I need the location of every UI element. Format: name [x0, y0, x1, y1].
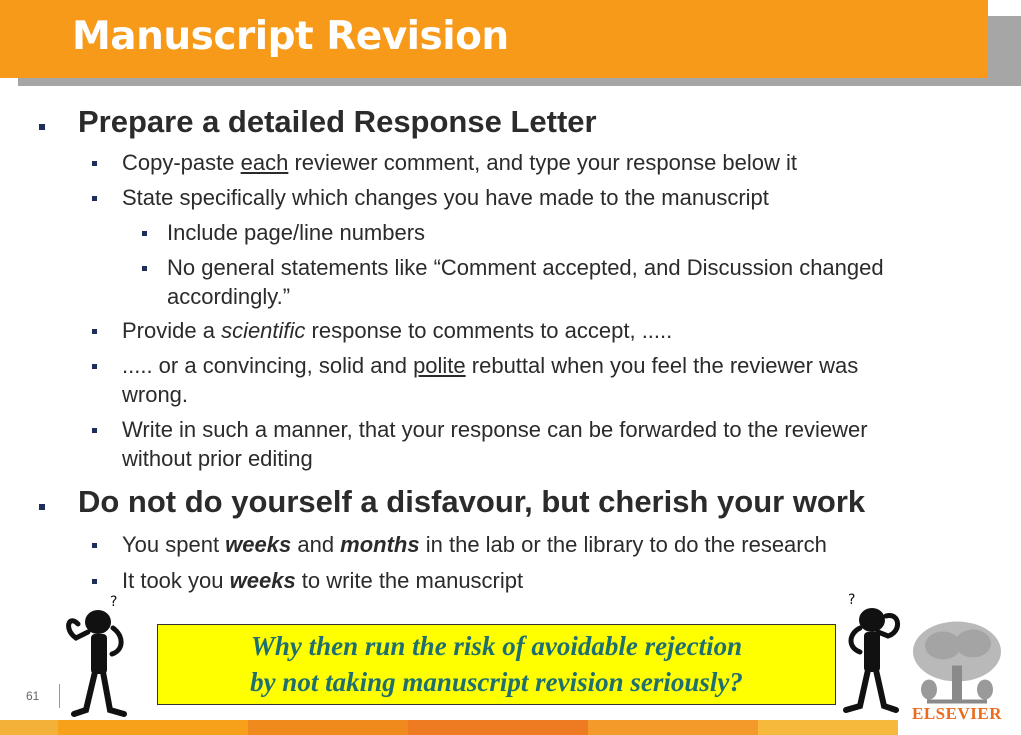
bullet-marker: [92, 329, 97, 334]
bullet-marker: [92, 579, 97, 584]
text-span-underlined: polite: [413, 353, 466, 378]
svg-text:?: ?: [848, 592, 856, 608]
bullet-write-manner-cont: without prior editing: [122, 446, 313, 471]
text-span: It took you: [122, 568, 230, 593]
text-span: Provide a: [122, 318, 222, 343]
text-span: and: [291, 532, 341, 557]
bullet-weeks-months: [122, 532, 827, 558]
bullet-marker: [39, 504, 45, 510]
bullet-marker: [92, 543, 97, 548]
thinking-figure-left-icon: [58, 592, 142, 718]
text-span-bold-italic: weeks: [225, 532, 292, 557]
bullet-marker: [92, 161, 97, 166]
text-span-underlined: each: [240, 150, 289, 175]
bullet-heading-cherish-work: Do not do yourself a disfavour, but cherish your work: [78, 484, 866, 519]
slide-title: Manuscript Revision: [72, 14, 509, 59]
title-bar: [0, 0, 988, 78]
bullet-rebuttal-cont: wrong.: [122, 382, 189, 407]
bullet-heading-response-letter: Prepare a detailed Response Letter: [78, 104, 597, 139]
bullet-no-general-statements: No general statements like “Comment accepted, and Discussion changed: [167, 255, 884, 280]
text-span-bold-italic: weeks: [229, 568, 296, 593]
text-span-italic: scientific: [221, 318, 306, 343]
text-span: Copy-paste: [122, 150, 241, 175]
page-number: 61: [26, 689, 40, 703]
text-span: to write the manuscript: [295, 568, 524, 593]
bullet-no-general-statements-cont: accordingly.”: [167, 284, 291, 309]
bullet-copy-paste: [122, 150, 797, 176]
text-span: response to comments to accept, .....: [305, 318, 673, 343]
bullet-scientific-response: [122, 318, 672, 344]
footer-stripe: [0, 720, 58, 735]
bullet-took-weeks: [122, 568, 523, 594]
footer-stripe: [588, 720, 758, 735]
callout-line-2: by not taking manuscript revision seriously?: [250, 667, 743, 697]
footer-stripe: [408, 720, 588, 735]
bullet-marker: [92, 428, 97, 433]
bullet-page-line-numbers: Include page/line numbers: [167, 220, 426, 245]
bullet-state-changes: State specifically which changes you have made to the manuscript: [122, 185, 769, 210]
bullet-marker: [142, 266, 147, 271]
text-span: ..... or a convincing, solid and: [122, 353, 414, 378]
page-number-divider: [59, 684, 60, 708]
bullet-marker: [142, 231, 147, 236]
text-span: reviewer comment, and type your response below it: [288, 150, 798, 175]
callout-line-1: Why then run the risk of avoidable rejection: [250, 631, 743, 661]
footer-stripe: [58, 720, 248, 735]
text-span-bold-italic: months: [340, 532, 420, 557]
bullet-marker: [92, 364, 97, 369]
bullet-marker: [92, 196, 97, 201]
text-span: in the lab or the library to do the research: [419, 532, 827, 557]
bullet-rebuttal: [122, 353, 858, 379]
elsevier-logo-text: ELSEVIER: [912, 704, 1002, 723]
footer-stripe: [248, 720, 408, 735]
callout-box: [157, 624, 836, 705]
text-span: rebuttal when you feel the reviewer was: [465, 353, 859, 378]
thinking-figure-right-icon: [830, 588, 908, 716]
svg-text:?: ?: [110, 594, 118, 610]
bullet-write-manner: Write in such a manner, that your response can be forwarded to the reviewer: [122, 417, 868, 442]
bullet-marker: [39, 124, 45, 130]
footer-stripe: [758, 720, 898, 735]
text-span: You spent: [122, 532, 226, 557]
